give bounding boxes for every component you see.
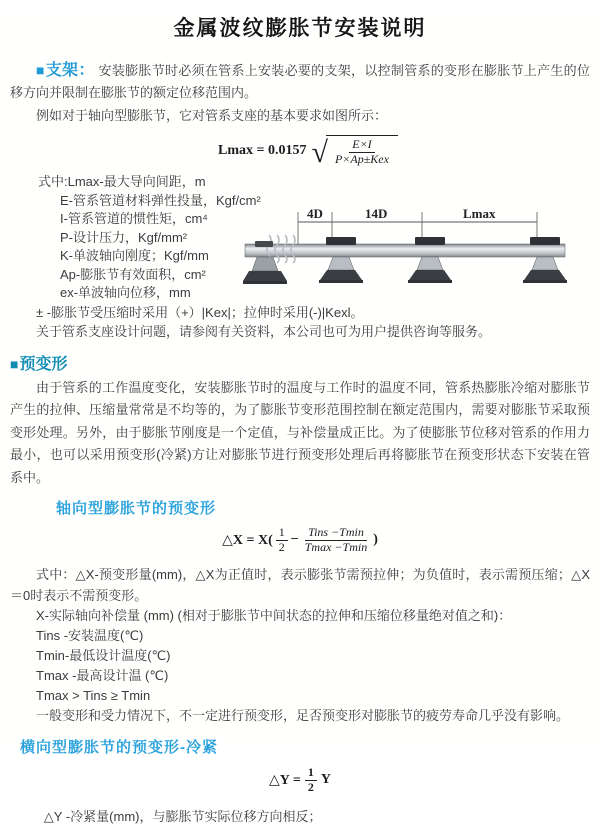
axial-item: Tmin-最低设计温度(℃) xyxy=(36,648,171,663)
definition-item: I-管系管道的惯性矩，cm⁴ xyxy=(60,211,208,226)
half-fraction xyxy=(305,766,317,795)
definition-item: E-管系管道材料弹性投量，Kgf/cm² xyxy=(60,192,261,208)
support-section-label xyxy=(36,62,95,79)
axial-item: Tins -安装温度(℃) xyxy=(36,628,144,643)
dim-label-lmax: Lmax xyxy=(463,206,496,221)
minus-sign: − xyxy=(290,532,299,547)
radical-sign: √ xyxy=(311,136,328,169)
axial-item: Tmax > Tins ≥ Tmin xyxy=(36,688,151,703)
definition-item: Ap-膨胀节有效面积，cm² xyxy=(60,266,206,282)
document-page xyxy=(0,12,600,824)
half-numerator: 1 xyxy=(305,766,317,781)
half-denominator: 2 xyxy=(278,539,285,554)
support-example-text: 例如对于轴向型膨胀节，它对管系支座的基本要求如图所示： xyxy=(36,108,388,123)
page-title: 金属波纹膨胀节安装说明 xyxy=(173,17,427,40)
lmax-fraction xyxy=(332,138,392,167)
definition-item: 式中:Lmax-最大导向间距，m xyxy=(38,174,206,189)
axial-item: Tmax -最高设计温 (℃) xyxy=(36,668,169,683)
lmax-fraction-denominator: P×Ap±Kex xyxy=(334,152,389,166)
axial-item: X-实际轴向补偿量 (mm) (相对于膨胀节中间状态的拉伸和压缩位移量绝对值之和)： xyxy=(36,608,512,623)
axial-subheading: 轴向型膨胀节的预变形 xyxy=(56,500,217,517)
support-paragraph xyxy=(10,59,590,104)
predeform-body-text: 由于管系的工作温度变化，安装膨胀节时的温度与工作时的温度不同，管系热膨胀冷缩对膨胀节产生的拉伸、压缩量常常是不均等的，为了膨胀节变形范围控制在额定范围内，需要对膨胀节采取预变形处理。另外，由于膨胀节刚度是一个定值，与补偿量成正比。为了使膨胀节位移对管系的作用力最小，也可以采用预变形(冷紧)方让对膨胀节进行预变形处理后再将膨胀节在预变形状态下安装在管系中。 xyxy=(10,379,590,485)
support-intro-text: 安装膨胀节时必须在管系上安装必要的支架，以控制管系的变形在膨胀节上产生的位移方向并限制在膨胀节的额定位移范围内。 xyxy=(10,63,590,100)
axial-items-list xyxy=(10,606,590,726)
temperature-denominator: Tmax −Tmin xyxy=(304,539,368,554)
dim-label-14d: 14D xyxy=(365,206,388,221)
lateral-subheading: 横向型膨胀节的预变形-冷紧 xyxy=(20,739,218,756)
delta-y-formula xyxy=(10,763,590,797)
half-fraction xyxy=(276,526,288,555)
plus-minus-note: ± -膨胀节受压缩时采用（+）|Kex|；拉伸时采用(-)|Kexl。 xyxy=(36,304,364,320)
predeform-section-heading xyxy=(10,351,590,374)
temperature-fraction xyxy=(302,526,370,555)
axial-item: 一般变形和受力情况下，不一定进行预变形，足否预变形对膨胀节的疲劳寿命几乎没有影响。 xyxy=(36,708,570,723)
lateral-note-text: △Y -冷紧量(mm)，与膨胀节实际位移方向相反； xyxy=(43,809,322,824)
support-label-text: 支架： xyxy=(45,62,95,79)
axial-explain-text: 式中：△X-预变形量(mm)，△X为正值时，表示膨张节需预拉伸；为负值时，表示需预压缩；△X＝0时表示不需预变形。 xyxy=(10,567,590,603)
temperature-numerator: Tins −Tmin xyxy=(305,526,367,541)
section-marker-icon: ■ xyxy=(10,355,19,372)
delta-x-rhs: ) xyxy=(373,532,378,547)
delta-y-lhs: △Y = xyxy=(269,772,301,788)
half-denominator: 2 xyxy=(307,779,314,794)
lmax-fraction-numerator: E×I xyxy=(349,138,374,153)
delta-x-formula xyxy=(10,522,590,558)
half-numerator: 1 xyxy=(276,526,288,541)
support-spacing-diagram xyxy=(245,204,595,304)
predeform-heading-text: 预变形 xyxy=(19,355,68,373)
diagram-svg xyxy=(245,204,595,304)
square-root xyxy=(311,135,397,167)
dim-label-4d: 4D xyxy=(307,206,323,221)
delta-y-rhs: Y xyxy=(320,772,331,787)
service-note: 关于管系支座设计问题，请参阅有关资料，本公司也可为用户提供咨询等服务。 xyxy=(36,323,492,339)
definition-item: P-设计压力，Kgf/mm² xyxy=(60,229,188,245)
delta-x-lhs: △X = X( xyxy=(222,532,273,548)
definition-item: K-单波轴向刚度；Kgf/mm xyxy=(60,248,209,263)
lmax-formula xyxy=(218,134,590,168)
definition-item: ex-单波轴向位移，mm xyxy=(60,285,191,300)
section-marker-icon: ■ xyxy=(36,62,45,78)
lmax-formula-lhs: Lmax = 0.0157 xyxy=(218,143,307,158)
